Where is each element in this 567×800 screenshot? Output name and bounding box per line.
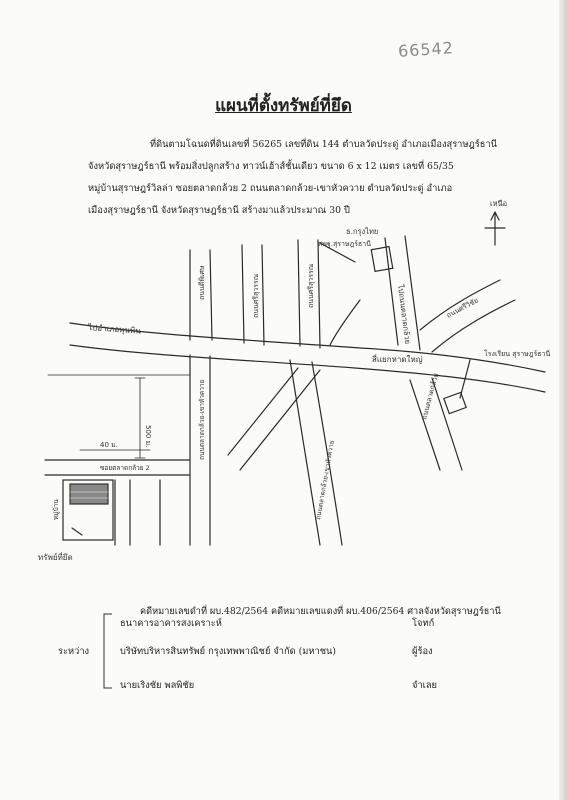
road-c-left — [298, 240, 300, 346]
map-label-road-center-right: ถนนตลาดกล้วย-เขาหัวควาย — [314, 439, 336, 521]
diag-road-lower — [240, 370, 320, 470]
map-label-intersection: สี่แยกหาดใหญ่ — [372, 355, 423, 364]
map-label-road-left: ถนนตลาดกล้วย-เขาหัวควาย — [198, 379, 206, 460]
plaintiff-name: ธนาคารอาคารสงเคราะห์ — [120, 618, 222, 629]
description-line-2: จังหวัดสุราษฎร์ธานี พร้อมสิ่งปลูกสร้าง ทาวน์เฮ้าส์ชั้นเดียว ขนาด 6 x 12 เมตร เลขที่ 65/35 — [88, 161, 454, 172]
map-label-dist-40: 40 ม. — [100, 441, 118, 449]
claimant-role: ผู้ร้อง — [412, 646, 433, 657]
description-line-3: หมู่บ้านสุราษฎร์วิลล่า ซอยตลาดกล้วย 2 ถนนตลาดกล้วย-เขาหัวควาย ตำบลวัดประดู่ อำเภอ — [88, 183, 453, 194]
arrow-to-target — [72, 528, 82, 535]
target-building — [70, 484, 108, 504]
road-e-lower — [432, 300, 515, 352]
map-label-road-right: ถนนตลาดกล้วย — [420, 372, 441, 421]
map-label-village: หมู่บ้าน — [52, 499, 60, 520]
map-label-road-thepa: ถนนดีพิเศษ — [198, 265, 206, 300]
map-label-soi-2: ซอยตลาดกล้วย 2 — [100, 464, 150, 472]
case-number-line: คดีหมายเลขดำที่ ผบ.482/2564 คดีหมายเลขแดงที่ ผบ.406/2564 ศาลจังหวัดสุราษฎร์ธานี — [140, 606, 501, 617]
defendant-name: นายเริงชัย พลพิชัย — [120, 680, 195, 691]
north-label: เหนือ — [490, 199, 508, 208]
map-label-road-c: ถนนศรีสุวรรณ — [307, 263, 315, 308]
map-label-school: สพฐ.สุราษฎร์ธานี — [318, 240, 371, 248]
map-label-road-to-bridge: ไปถนนตลาดกล้วย — [396, 284, 413, 345]
road-b-right — [262, 245, 264, 345]
map-label-road-right-top: ถนนศรีวิชัย — [445, 296, 480, 320]
arrow-curve — [330, 300, 360, 345]
party-bracket — [100, 612, 114, 690]
map-label-to-phunphin: ไปอำเภอพุนพิน — [87, 323, 142, 336]
handwritten-file-number: 66542 — [397, 38, 455, 61]
map-label-bank: ธ.กรุงไทย — [346, 227, 379, 236]
defendant-role: จำเลย — [412, 680, 437, 691]
road-a-right — [210, 250, 212, 340]
between-label: ระหว่าง — [58, 646, 90, 657]
school-building — [444, 392, 466, 413]
map-label-target: ทรัพย์ที่ยึด — [38, 553, 73, 562]
plaintiff-role: โจทก์ — [412, 618, 435, 629]
road-f-right — [432, 378, 462, 470]
village-road — [115, 480, 130, 545]
bank-building — [371, 247, 393, 272]
road-f-left — [410, 380, 440, 470]
map-label-dist-500: 500 ม. — [144, 425, 152, 448]
map-label-soi-top-left: ถนนศรีสุวรรณ — [252, 273, 260, 318]
road-c-right — [318, 240, 320, 348]
road-b-left — [242, 245, 244, 343]
claimant-name: บริษัทบริหารสินทรัพย์ กรุงเทพพาณิชย์ จำกัด (มหาชน) — [120, 646, 337, 657]
map-label-school-right: โรงเรียน สุราษฎร์ธานี — [484, 350, 551, 358]
road-d-left — [385, 238, 398, 345]
north-arrow-cross — [485, 212, 505, 245]
document-title: แผนที่ตั้งทรัพย์ที่ยึด — [215, 96, 352, 116]
description-line-4: เมืองสุราษฎร์ธานี จังหวัดสุราษฎร์ธานี สร้างมาแล้วประมาณ 30 ปี — [88, 205, 350, 216]
description-line-1: ที่ดินตามโฉนดที่ดินเลขที่ 56265 เลขที่ดิน 144 ตำบลวัดประดู่ อำเภอเมืองสุราษฎร์ธานี — [150, 139, 498, 150]
